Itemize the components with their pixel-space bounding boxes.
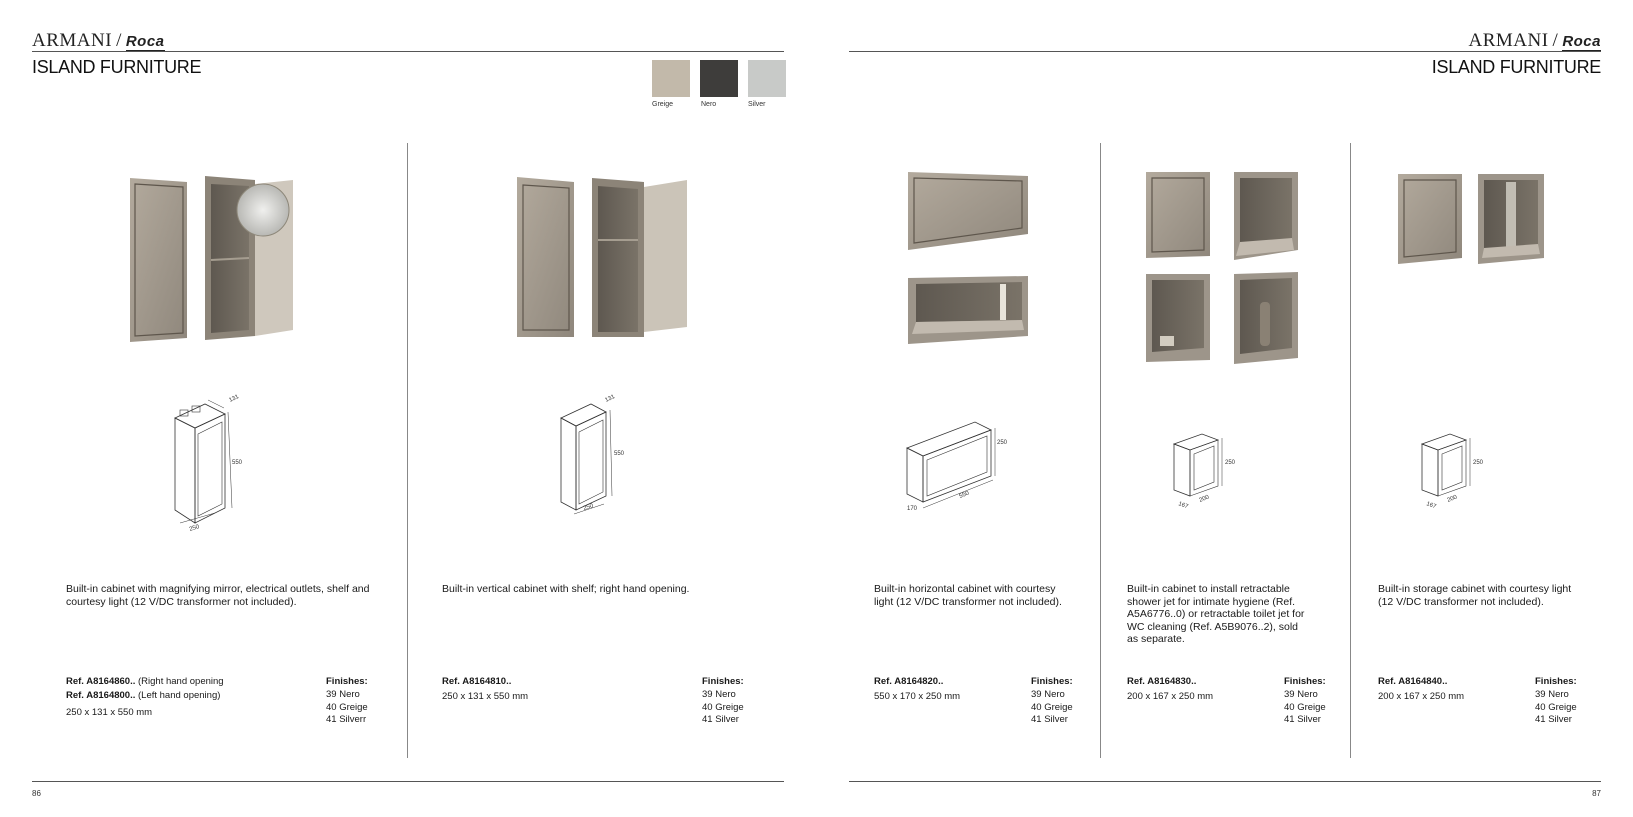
product-description: Built-in storage cabinet with courtesy light (12 V/DC transformer not included). [1378,583,1572,608]
brand-logo-right [1468,30,1601,52]
ref-line [874,675,960,689]
dim-depth: 131 [228,394,240,404]
ref-line [66,675,224,689]
finish-item: 41 Silver [1284,714,1321,725]
finishes-heading: Finishes: [326,676,368,687]
dim-depth: 167 [1425,501,1437,511]
dim-depth: 167 [1177,501,1189,511]
finish-item: 39 Nero [326,689,360,700]
finish-item: 41 Silver [1535,714,1572,725]
ref-code: Ref. A8164820.. [874,676,944,687]
product-description: Built-in vertical cabinet with shelf; right hand opening. [442,583,690,595]
finish-item: 41 Silverr [326,714,367,725]
page-number-right: 87 [1592,789,1601,798]
finishes-heading: Finishes: [1031,676,1073,687]
product-size: 250 x 131 x 550 mm [442,691,529,702]
ref-line [442,675,528,689]
swatch-silver [748,60,786,97]
finish-item: 40 Greige [1284,701,1326,713]
dim-height: 250 [1225,460,1236,466]
finishes-heading: Finishes: [702,676,744,687]
product-refs [442,675,528,704]
swatch-greige [652,60,690,97]
ref-code: Ref. A8164840.. [1378,676,1448,687]
roca-logo: Roca [125,33,165,50]
product-refs [874,675,960,704]
finish-item: 40 Greige [702,701,744,713]
product-refs [66,675,224,720]
footer-rule-right [849,781,1601,782]
brand-separator: / [1552,30,1559,51]
finish-item: 41 Silver [1031,714,1068,725]
swatch-nero [700,60,738,97]
swatch-label-greige: Greige [652,101,674,108]
product-refs [1378,675,1464,704]
product-size: 200 x 167 x 250 mm [1378,691,1465,702]
finish-item: 39 Nero [1284,689,1318,700]
dim-depth: 170 [907,506,918,512]
ref-code: Ref. A8164810.. [442,676,512,687]
brand-logo-left [32,30,165,52]
product-finishes [702,675,744,727]
page-title-right: ISLAND FURNITURE [1431,57,1601,77]
product-description: Built-in cabinet to install retractable shower jet for intimate hygiene (Ref. A5A6776..0) or retractable toilet jet for WC cleaning (Ref. A5B9076..2), sold as separate. [1127,583,1305,645]
product-refs [1127,675,1213,704]
finishes-heading: Finishes: [1284,676,1326,687]
dim-width: 200 [1446,494,1459,504]
armani-logo: ARMANI [1468,30,1549,51]
product-description: Built-in horizontal cabinet with courtesy light (12 V/DC transformer not included). [874,583,1062,608]
dim-height: 250 [1473,460,1484,466]
column-divider [1100,143,1101,758]
product-photo-horizontal-cabinet [906,170,1031,345]
dim-width: 200 [1198,494,1211,504]
technical-drawing-mirror-cabinet [160,394,243,538]
roca-logo: Roca [1562,33,1601,50]
product-size: 250 x 131 x 550 mm [66,707,153,718]
technical-drawing-storage-cabinet [1420,430,1500,511]
footer-rule-left [32,781,784,782]
product-photo-vertical-cabinet [512,172,692,342]
finish-item: 39 Nero [702,689,736,700]
product-finishes [1535,675,1577,727]
ref-note: (Left hand opening) [135,690,221,701]
product-description: Built-in cabinet with magnifying mirror, electrical outlets, shelf and courtesy light (12 V/DC transformer not included). [66,583,370,608]
product-finishes [326,675,368,727]
dim-height: 250 [997,440,1008,446]
column-divider [407,143,408,758]
product-finishes [1031,675,1073,727]
dim-width: 550 [958,490,971,500]
product-size: 200 x 167 x 250 mm [1127,691,1214,702]
ref-note: (Right hand opening [135,676,224,687]
swatch-label-silver: Silver [748,101,766,108]
header-rule-left [32,51,784,52]
finish-item: 40 Greige [326,701,368,713]
dim-height: 550 [232,460,243,466]
product-photo-mirror-cabinet [125,170,310,345]
header-rule-right [849,51,1601,52]
swatch-label-nero: Nero [701,101,717,108]
page-number-left: 86 [32,789,41,798]
finishes-heading: Finishes: [1535,676,1577,687]
column-divider [1350,143,1351,758]
ref-line [1378,675,1464,689]
finish-item: 40 Greige [1535,701,1577,713]
technical-drawing-vertical-cabinet [556,394,626,520]
technical-drawing-jet-cabinet [1172,430,1252,511]
product-photo-storage-cabinet [1396,172,1546,267]
ref-code: Ref. A8164800.. [66,690,136,701]
dim-height: 550 [614,451,625,457]
ref-line [66,689,224,703]
product-finishes [1284,675,1326,727]
product-photo-jet-cabinet [1144,170,1304,365]
ref-code: Ref. A8164860.. [66,676,136,687]
technical-drawing-horizontal-cabinet [905,418,1008,512]
finish-item: 39 Nero [1031,689,1065,700]
page-title-left: ISLAND FURNITURE [32,57,202,77]
finish-item: 40 Greige [1031,701,1073,713]
dim-width: 250 [188,524,201,533]
finish-item: 39 Nero [1535,689,1569,700]
brand-separator: / [116,30,122,51]
dim-width: 250 [582,503,595,512]
finish-item: 41 Silver [702,714,739,725]
product-size: 550 x 170 x 250 mm [874,691,961,702]
ref-line [1127,675,1213,689]
ref-code: Ref. A8164830.. [1127,676,1197,687]
dim-depth: 131 [604,394,616,404]
armani-logo: ARMANI [32,30,113,51]
